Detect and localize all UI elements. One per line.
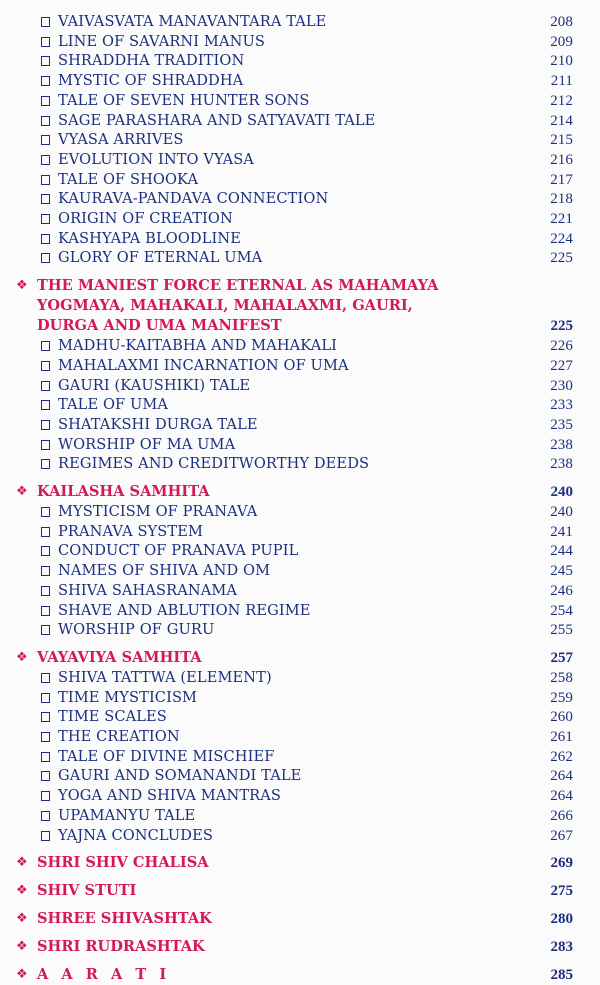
toc-entry-title: PRANAVA SYSTEM — [58, 522, 204, 540]
toc-entry-title: VAIVASVATA MANAVANTARA TALE — [58, 13, 327, 30]
toc-entry-title: TIME MYSTICISM — [58, 688, 198, 706]
toc-entry — [0, 71, 600, 91]
toc-entry-title: SHATAKSHI DURGA TALE — [58, 415, 258, 433]
toc-entry-page: 267 — [550, 827, 573, 844]
toc-entry-page: 260 — [550, 709, 573, 726]
checkbox-bullet-icon — [41, 712, 50, 722]
toc-entry-page: 216 — [550, 151, 573, 168]
toc-section-title: A A R A T I — [37, 966, 171, 984]
toc-entry — [0, 229, 600, 249]
toc-entry-page: 261 — [550, 729, 573, 745]
diamond-bullet-icon: ❖ — [16, 855, 28, 871]
toc-section-heading-continued — [0, 296, 600, 316]
checkbox-bullet-icon — [41, 135, 50, 145]
toc-entry-page: 258 — [550, 669, 573, 686]
toc-entry-page: 217 — [550, 171, 573, 188]
toc-entry — [0, 522, 600, 542]
toc-entry-title: TIME SCALES — [58, 708, 167, 726]
checkbox-bullet-icon — [41, 752, 50, 762]
toc-entry — [0, 170, 600, 190]
toc-entry-title: MYSTIC OF SHRADDHA — [58, 72, 244, 90]
checkbox-bullet-icon — [41, 116, 50, 126]
toc-section-page: 240 — [550, 484, 573, 500]
toc-entry-title: SHIVA TATTWA (ELEMENT) — [58, 668, 272, 686]
toc-section-title: SHRI SHIV CHALISA — [37, 854, 209, 872]
toc-entry-page: 225 — [550, 250, 573, 267]
toc-entry-page: 215 — [550, 132, 573, 149]
toc-entry — [0, 806, 600, 826]
toc-section-heading-continued — [0, 316, 600, 336]
toc-entry-title: KAURAVA-PANDAVA CONNECTION — [58, 190, 329, 208]
toc-entry-page: 238 — [550, 456, 573, 473]
toc-entry — [0, 668, 600, 688]
toc-entry-page: 255 — [550, 622, 573, 639]
toc-entry-page: 262 — [550, 748, 573, 765]
toc-entry-page: 209 — [550, 33, 573, 50]
toc-entry-page: 245 — [550, 563, 573, 580]
checkbox-bullet-icon — [41, 96, 50, 106]
toc-entry-page: 264 — [550, 788, 573, 805]
toc-entry — [0, 707, 600, 727]
toc-entry — [0, 130, 600, 150]
toc-entry-title: WORSHIP OF GURU — [58, 621, 215, 639]
toc-section-page: 269 — [550, 855, 573, 872]
checkbox-bullet-icon — [41, 459, 50, 469]
checkbox-bullet-icon — [41, 673, 50, 683]
checkbox-bullet-icon — [41, 37, 50, 47]
toc-entry-title: MYSTICISM OF PRANAVA — [58, 503, 258, 520]
toc-entry-page: 254 — [550, 602, 573, 619]
toc-section-heading — [0, 853, 600, 873]
toc-entry-title: LINE OF SAVARNI MANUS — [58, 32, 265, 50]
toc-entry-title: SHAVE AND ABLUTION REGIME — [58, 601, 311, 619]
toc-entry-title: TALE OF DIVINE MISCHIEF — [58, 747, 275, 765]
toc-entry — [0, 766, 600, 786]
toc-section-title: SHREE SHIVASHTAK — [37, 910, 212, 928]
toc-entry-title: CONDUCT OF PRANAVA PUPIL — [58, 542, 299, 560]
toc-entry-title: SHIVA SAHASRANAMA — [58, 581, 238, 599]
toc-section-title: DURGA AND UMA MANIFEST — [37, 317, 282, 335]
toc-entry-page: 235 — [550, 416, 573, 433]
toc-section-page: 283 — [550, 939, 573, 956]
checkbox-bullet-icon — [41, 175, 50, 185]
toc-entry — [0, 620, 600, 640]
checkbox-bullet-icon — [41, 76, 50, 86]
toc-entry-title: YAJNA CONCLUDES — [58, 826, 213, 844]
toc-entry-title: NAMES OF SHIVA AND OM — [58, 562, 271, 580]
toc-section-heading — [0, 648, 600, 668]
checkbox-bullet-icon — [41, 791, 50, 801]
toc-entry — [0, 688, 600, 708]
checkbox-bullet-icon — [41, 625, 50, 635]
checkbox-bullet-icon — [41, 381, 50, 391]
toc-entry — [0, 336, 600, 356]
toc-section-title: VAYAVIYA SAMHITA — [37, 648, 202, 666]
checkbox-bullet-icon — [41, 420, 50, 430]
diamond-bullet-icon: ❖ — [16, 911, 28, 927]
toc-entry-page: 210 — [550, 53, 573, 70]
checkbox-bullet-icon — [41, 546, 50, 556]
toc-entry-title: ORIGIN OF CREATION — [58, 210, 233, 227]
toc-entry-title: TALE OF SHOOKA — [58, 170, 199, 188]
toc-entry — [0, 356, 600, 376]
toc-section-heading — [0, 881, 600, 901]
toc-entry-page: 212 — [550, 92, 573, 109]
toc-entry — [0, 395, 600, 415]
toc-section-title: THE MANIEST FORCE ETERNAL AS MAHAMAYA — [37, 277, 439, 295]
toc-entry — [0, 454, 600, 474]
toc-entry-page: 264 — [550, 768, 573, 785]
toc-entry-page: 246 — [550, 582, 573, 599]
toc-section-title: SHIV STUTI — [37, 882, 137, 900]
toc-entry-page: 208 — [550, 14, 573, 30]
toc-entry-page: 214 — [550, 112, 573, 129]
diamond-bullet-icon: ❖ — [16, 649, 28, 665]
toc-entry — [0, 435, 600, 455]
checkbox-bullet-icon — [41, 811, 50, 821]
toc-entry-page: 233 — [550, 397, 573, 414]
toc-entry — [0, 189, 600, 209]
checkbox-bullet-icon — [41, 17, 50, 27]
toc-entry — [0, 209, 600, 229]
toc-section-title: SHRI RUDRASHTAK — [37, 938, 205, 956]
toc-entry-title: THE CREATION — [58, 728, 180, 745]
toc-entry-title: EVOLUTION INTO VYASA — [58, 150, 254, 168]
toc-entry — [0, 786, 600, 806]
checkbox-bullet-icon — [41, 194, 50, 204]
toc-entry-page: 226 — [550, 338, 573, 355]
toc-entry-title: UPAMANYU TALE — [58, 806, 196, 824]
diamond-bullet-icon: ❖ — [16, 967, 28, 983]
checkbox-bullet-icon — [41, 440, 50, 450]
checkbox-bullet-icon — [41, 234, 50, 244]
checkbox-bullet-icon — [41, 507, 50, 517]
toc-entry — [0, 561, 600, 581]
toc-entry — [0, 51, 600, 71]
toc-entry — [0, 502, 600, 522]
toc-entry-title: KASHYAPA BLOODLINE — [58, 229, 241, 247]
toc-entry-page: 227 — [550, 357, 573, 374]
toc-entry-page: 238 — [550, 436, 573, 453]
checkbox-bullet-icon — [41, 693, 50, 703]
toc-entry-title: GAURI AND SOMANANDI TALE — [58, 767, 302, 785]
toc-entry-title: GLORY OF ETERNAL UMA — [58, 249, 263, 267]
checkbox-bullet-icon — [41, 566, 50, 576]
toc-entry — [0, 601, 600, 621]
toc-section-heading — [0, 482, 600, 502]
toc-entry-title: REGIMES AND CREDITWORTHY DEEDS — [58, 455, 370, 473]
toc-entry — [0, 376, 600, 396]
checkbox-bullet-icon — [41, 214, 50, 224]
toc-entry-title: YOGA AND SHIVA MANTRAS — [58, 787, 282, 805]
toc-entry-page: 259 — [550, 689, 573, 706]
toc-entry — [0, 581, 600, 601]
toc-section-page: 225 — [550, 318, 573, 335]
toc-entry — [0, 541, 600, 561]
toc-entry-title: GAURI (KAUSHIKI) TALE — [58, 376, 251, 394]
toc-entry-page: 224 — [550, 230, 573, 247]
diamond-bullet-icon: ❖ — [16, 939, 28, 955]
checkbox-bullet-icon — [41, 155, 50, 165]
toc-entry-title: TALE OF SEVEN HUNTER SONS — [58, 91, 310, 109]
checkbox-bullet-icon — [41, 341, 50, 351]
toc-section-page: 285 — [550, 967, 573, 984]
toc-entry — [0, 150, 600, 170]
toc-entry-page: 211 — [550, 73, 573, 90]
toc-section-heading — [0, 937, 600, 957]
toc-section-heading — [0, 276, 600, 296]
checkbox-bullet-icon — [41, 527, 50, 537]
toc-entry-title: WORSHIP OF MA UMA — [58, 435, 236, 453]
toc-entry-title: TALE OF UMA — [58, 396, 169, 414]
toc-entry-title: MAHALAXMI INCARNATION OF UMA — [58, 356, 349, 374]
toc-entry — [0, 727, 600, 747]
toc-section-page: 280 — [550, 911, 573, 928]
toc-entry — [0, 415, 600, 435]
toc-entry-page: 241 — [550, 523, 573, 540]
toc-entry-page: 244 — [550, 543, 573, 560]
toc-entry — [0, 91, 600, 111]
checkbox-bullet-icon — [41, 56, 50, 66]
toc-section-title: YOGMAYA, MAHAKALI, MAHALAXMI, GAURI, — [37, 297, 413, 315]
toc-entry — [0, 826, 600, 846]
toc-section-heading — [0, 965, 600, 985]
toc-entry — [0, 747, 600, 767]
checkbox-bullet-icon — [41, 606, 50, 616]
toc-entry-page: 266 — [550, 807, 573, 824]
toc-entry — [0, 111, 600, 131]
toc-entry-page: 230 — [550, 377, 573, 394]
toc-entry-page: 218 — [550, 191, 573, 208]
checkbox-bullet-icon — [41, 400, 50, 410]
toc-entry — [0, 12, 600, 32]
checkbox-bullet-icon — [41, 586, 50, 596]
checkbox-bullet-icon — [41, 361, 50, 371]
checkbox-bullet-icon — [41, 771, 50, 781]
toc-section-heading — [0, 909, 600, 929]
toc-section-page: 275 — [550, 883, 573, 900]
toc-entry — [0, 32, 600, 52]
checkbox-bullet-icon — [41, 831, 50, 841]
toc-entry-page: 240 — [550, 504, 573, 520]
toc-section-page: 257 — [550, 649, 573, 666]
diamond-bullet-icon: ❖ — [16, 484, 28, 499]
diamond-bullet-icon: ❖ — [16, 883, 28, 899]
toc-entry-title: MADHU-KAITABHA AND MAHAKALI — [58, 337, 338, 355]
diamond-bullet-icon: ❖ — [16, 278, 28, 294]
toc-entry — [0, 248, 600, 268]
toc-section-title: KAILASHA SAMHITA — [37, 483, 210, 500]
toc-entry-title: VYASA ARRIVES — [58, 131, 184, 149]
toc-entry-title: SAGE PARASHARA AND SATYAVATI TALE — [58, 111, 376, 129]
toc-entry-page: 221 — [550, 211, 573, 227]
checkbox-bullet-icon — [41, 253, 50, 263]
toc-entry-title: SHRADDHA TRADITION — [58, 52, 245, 70]
checkbox-bullet-icon — [41, 732, 50, 742]
